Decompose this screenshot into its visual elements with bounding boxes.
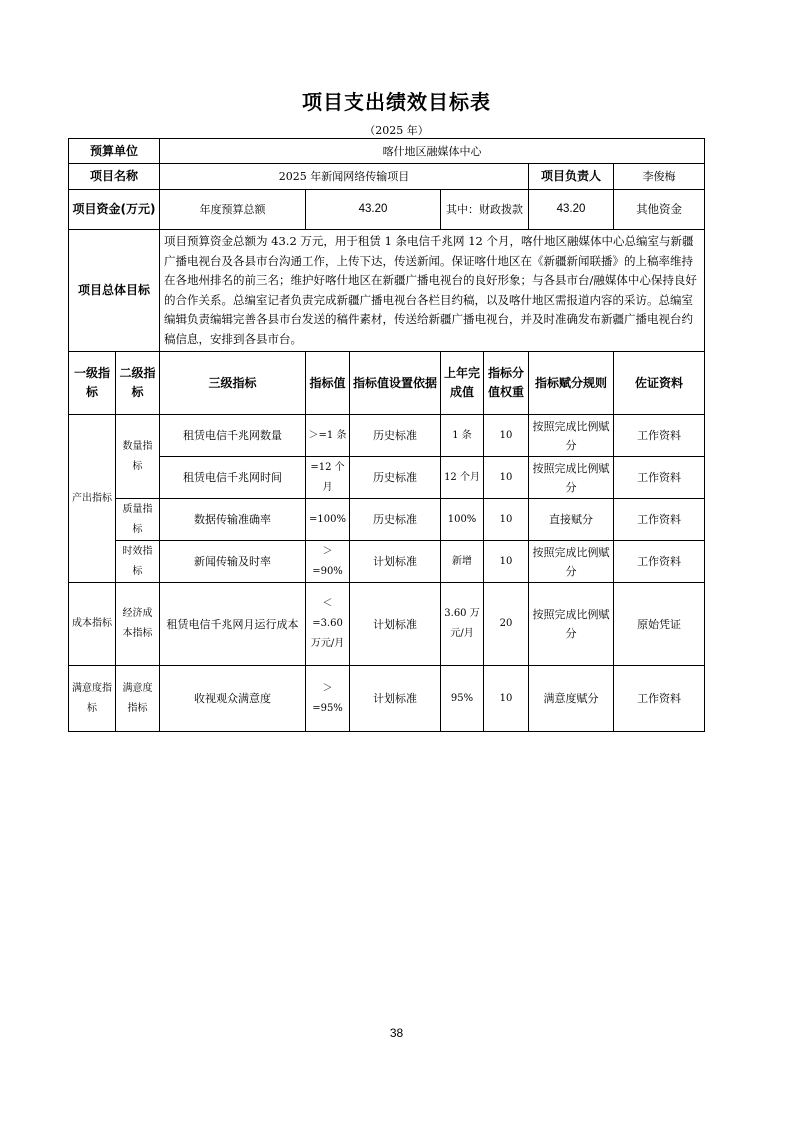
row-weight: 10 bbox=[484, 499, 529, 541]
fiscal-allocation-label: 其中：财政拨款 bbox=[441, 190, 529, 230]
header-value: 指标值 bbox=[306, 352, 350, 415]
row-weight: 10 bbox=[484, 541, 529, 583]
row-value: ＜=3.60 万元/月 bbox=[306, 583, 350, 666]
row-rule: 按照完成比例赋分 bbox=[529, 457, 614, 499]
row-value: =12 个月 bbox=[306, 457, 350, 499]
row-last: 95% bbox=[441, 666, 484, 732]
row-weight: 20 bbox=[484, 583, 529, 666]
table-row bbox=[69, 583, 705, 666]
project-funds-label: 项目资金(万元) bbox=[69, 190, 160, 230]
row-value: ＞=1 条 bbox=[306, 415, 350, 457]
other-funds-label: 其他资金 bbox=[636, 201, 683, 216]
group-output: 产出指标 bbox=[69, 415, 116, 583]
row-basis: 计划标准 bbox=[350, 666, 441, 732]
row-evidence: 工作资料 bbox=[614, 541, 705, 583]
row-last: 12 个月 bbox=[441, 457, 484, 499]
row-rule: 按照完成比例赋分 bbox=[529, 583, 614, 666]
header-level1: 一级指标 bbox=[69, 352, 116, 415]
row-last: 新增 bbox=[441, 541, 484, 583]
row-basis: 计划标准 bbox=[350, 541, 441, 583]
row-l3: 租赁电信千兆网数量 bbox=[160, 415, 306, 457]
row-l3: 租赁电信千兆网月运行成本 bbox=[160, 583, 306, 666]
row-basis: 历史标准 bbox=[350, 457, 441, 499]
row-evidence: 工作资料 bbox=[614, 457, 705, 499]
row-rule: 按照完成比例赋分 bbox=[529, 541, 614, 583]
row-l3: 租赁电信千兆网时间 bbox=[160, 457, 306, 499]
overall-goal-text: 项目预算资金总额为 43.2 万元，用于租赁 1 条电信千兆网 12 个月，喀什地区融媒体中心总编室与新疆广播电视台及各县市台沟通工作，上传下达，传送新闻。保证喀什地区在《新疆新闻联播》的上稿率维持在各地州排名的前三名；维护好喀什地区在新疆广播电视台的良好形象；与各县市台/融媒体中心保持良好的合作关系。总编室记者负责完成新疆广播电视台各栏目约稿，以及喀什地区需报道内容的采访。总编室编辑负责编辑完善各县市台发送的稿件素材，传送给新疆广播电视台，并及时准确发布新疆广播电视台约稿信息，安排到各县市台。 bbox=[160, 230, 705, 352]
header-basis: 指标值设置依据 bbox=[350, 352, 441, 415]
table-row bbox=[69, 415, 705, 457]
row-weight: 10 bbox=[484, 457, 529, 499]
group-quantity: 数量指标 bbox=[116, 415, 160, 499]
row-last: 3.60 万元/月 bbox=[441, 583, 484, 666]
project-name-value: 2025 年新闻网络传输项目 bbox=[160, 164, 529, 190]
project-owner-label: 项目负责人 bbox=[529, 164, 614, 190]
header-last-year: 上年完成值 bbox=[441, 352, 484, 415]
row-rule: 满意度赋分 bbox=[529, 666, 614, 732]
annual-budget-value: 43.20 bbox=[306, 190, 441, 230]
year-label: （2025 年） bbox=[364, 124, 429, 137]
row-l3: 收视观众满意度 bbox=[160, 666, 306, 732]
table-row bbox=[69, 457, 705, 499]
annual-budget-label: 年度预算总额 bbox=[160, 190, 306, 230]
header-level3: 三级指标 bbox=[160, 352, 306, 415]
performance-target-table bbox=[68, 138, 705, 732]
group-economic-cost: 经济成本指标 bbox=[116, 583, 160, 666]
table-row bbox=[69, 499, 705, 541]
group-satisfaction-sub: 满意度指标 bbox=[116, 666, 160, 732]
group-quality: 质量指标 bbox=[116, 499, 160, 541]
row-basis: 历史标准 bbox=[350, 499, 441, 541]
row-rule: 按照完成比例赋分 bbox=[529, 415, 614, 457]
row-value: ＞=90% bbox=[306, 541, 350, 583]
table-row bbox=[69, 666, 705, 732]
row-basis: 计划标准 bbox=[350, 583, 441, 666]
row-rule: 直接赋分 bbox=[529, 499, 614, 541]
group-timeliness: 时效指标 bbox=[116, 541, 160, 583]
row-evidence: 工作资料 bbox=[614, 666, 705, 732]
row-evidence: 工作资料 bbox=[614, 499, 705, 541]
other-funds-cell bbox=[614, 190, 705, 230]
page-number: 38 bbox=[389, 1026, 404, 1040]
header-level2: 二级指标 bbox=[116, 352, 160, 415]
row-basis: 历史标准 bbox=[350, 415, 441, 457]
row-weight: 10 bbox=[484, 666, 529, 732]
overall-goal-label: 项目总体目标 bbox=[69, 230, 160, 352]
budget-unit-label: 预算单位 bbox=[69, 139, 160, 164]
project-name-label: 项目名称 bbox=[69, 164, 160, 190]
budget-unit-value: 喀什地区融媒体中心 bbox=[160, 139, 705, 164]
row-last: 1 条 bbox=[441, 415, 484, 457]
row-evidence: 原始凭证 bbox=[614, 583, 705, 666]
header-evidence: 佐证资料 bbox=[614, 352, 705, 415]
page-title: 项目支出绩效目标表 bbox=[302, 90, 491, 114]
row-last: 100% bbox=[441, 499, 484, 541]
row-value: =100% bbox=[306, 499, 350, 541]
fiscal-allocation-value: 43.20 bbox=[529, 190, 614, 230]
row-value: ＞=95% bbox=[306, 666, 350, 732]
project-owner-value: 李俊梅 bbox=[614, 164, 705, 190]
row-l3: 新闻传输及时率 bbox=[160, 541, 306, 583]
row-weight: 10 bbox=[484, 415, 529, 457]
group-satisfaction: 满意度指标 bbox=[69, 666, 116, 732]
header-weight: 指标分值权重 bbox=[484, 352, 529, 415]
table-row bbox=[69, 541, 705, 583]
group-cost: 成本指标 bbox=[69, 583, 116, 666]
header-rule: 指标赋分规则 bbox=[529, 352, 614, 415]
row-evidence: 工作资料 bbox=[614, 415, 705, 457]
row-l3: 数据传输准确率 bbox=[160, 499, 306, 541]
